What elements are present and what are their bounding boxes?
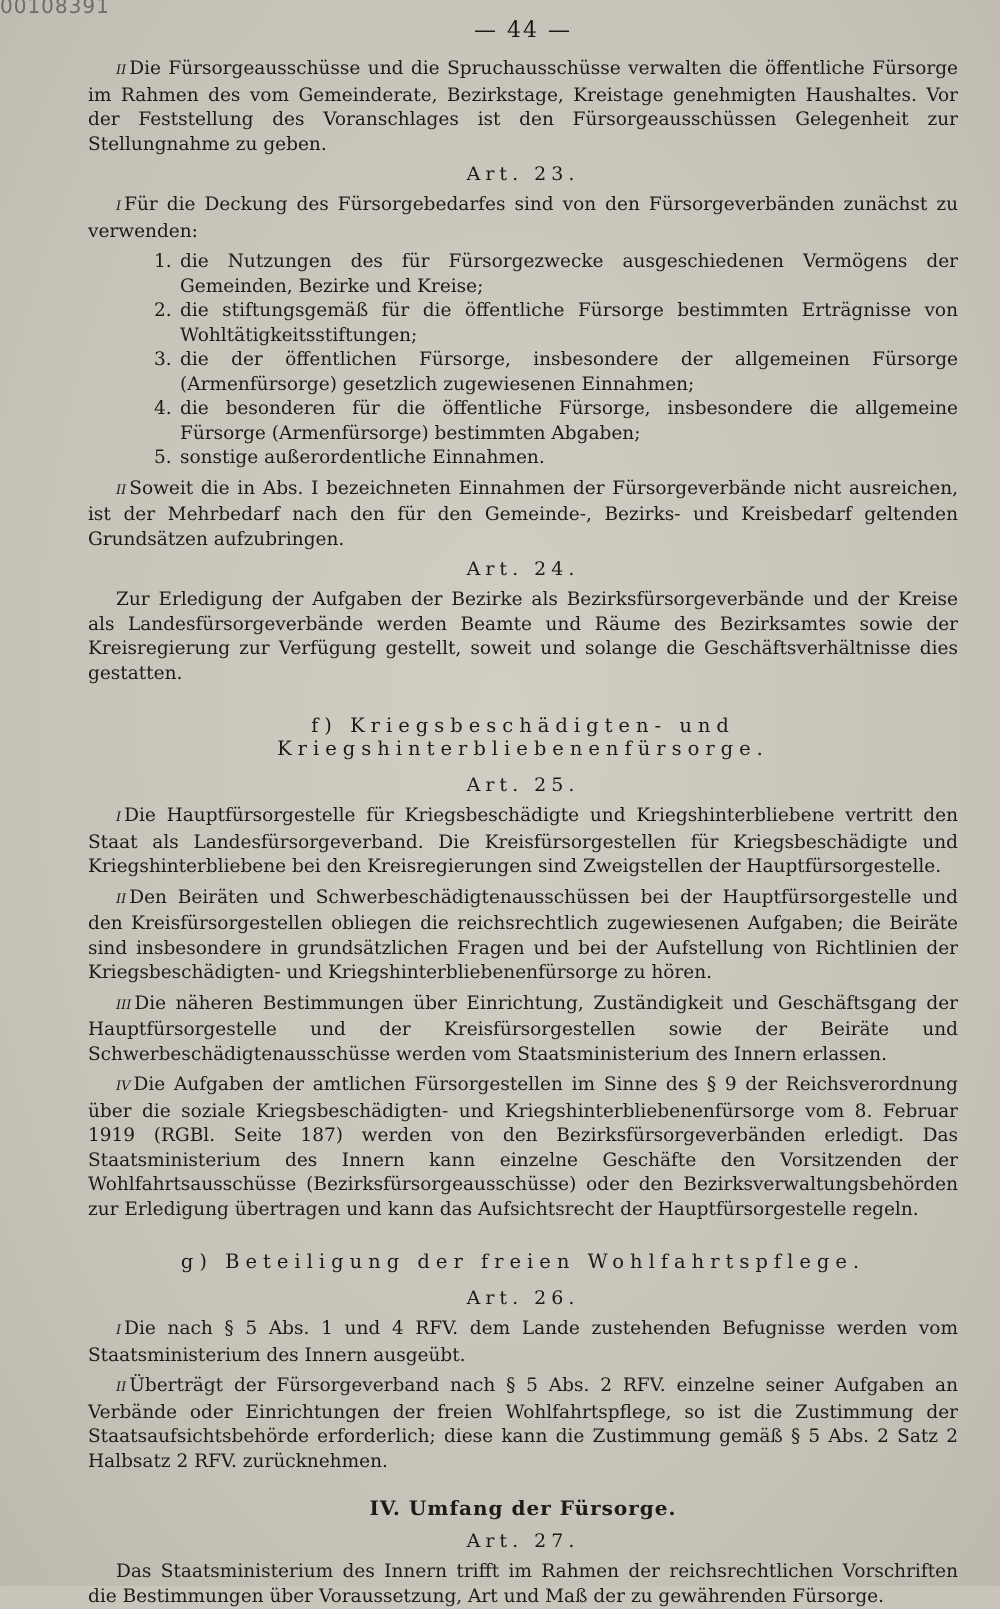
paragraph-number: II — [116, 1380, 127, 1395]
list-item — [88, 348, 958, 397]
article-heading: Art. 24. — [466, 558, 580, 580]
paragraph-text: Das Staatsministerium des Innern trifft im Rahmen der reichsrechtlichen Vorschriften die Bestimmungen über Voraussetzung, Art und Maß der zu gewährenden Fürsorge. — [88, 1561, 958, 1607]
article-heading: Art. 26. — [466, 1287, 580, 1309]
paragraph — [88, 57, 958, 157]
paragraph — [88, 1073, 958, 1222]
section-heading: g) Beteiligung der freien Wohlfahrtspflege. — [180, 1250, 866, 1273]
paragraph-number: II — [116, 482, 127, 498]
paragraph-text: Die Hauptfürsorgestelle für Kriegsbeschädigte und Kriegshinterbliebene vertritt den Staat als Landesfürsorgeverband. Die Kreisfürsorgestellen für Kriegsbeschädigte und Kriegshinterbliebene bei den Kreisregierungen sind Zweigstellen der Hauptfürsorgestelle. — [88, 805, 958, 877]
list-item — [88, 446, 958, 471]
paragraph-number: I — [116, 810, 122, 825]
paragraph-text: Die nach § 5 Abs. 1 und 4 RFV. dem Lande zustehenden Befugnisse werden vom Staatsministerium des Innern ausgeübt. — [88, 1318, 958, 1366]
paragraph-text: Für die Deckung des Fürsorgebedarfes sind von den Fürsorgeverbänden zunächst zu verwenden: — [88, 194, 958, 242]
paragraph — [88, 588, 958, 686]
list-item-text: die der öffentlichen Fürsorge, insbesondere der allgemeinen Fürsorge (Armenfürsorge) gesetzlich zugewiesenen Einnahmen; — [180, 349, 958, 395]
paragraph-number: IV — [116, 1079, 131, 1094]
archive-stamp: 00108391 — [0, 0, 110, 18]
list-item-number: 3. — [154, 349, 172, 370]
list-item-text: sonstige außerordentliche Einnahmen. — [180, 447, 545, 468]
paragraph — [88, 886, 958, 986]
list-item-text: die Nutzungen des für Fürsorgezwecke ausgeschiedenen Vermögens der Gemeinden, Bezirke und Kreise; — [180, 251, 958, 297]
paragraph — [88, 1317, 958, 1368]
section-heading: f) Kriegsbeschädigten- und Kriegshinterbliebenenfürsorge. — [277, 714, 769, 760]
list-item-text: die stiftungsgemäß für die öffentliche Fürsorge bestimmten Erträgnisse von Wohltätigkeitsstiftungen; — [180, 300, 958, 346]
paragraph — [88, 1374, 958, 1474]
list-item-text: die besonderen für die öffentliche Fürsorge, insbesondere die allgemeine Fürsorge (Armenfürsorge) bestimmten Abgaben; — [180, 398, 958, 444]
paragraph-text: Soweit die in Abs. I bezeichneten Einnahmen der Fürsorgeverbände nicht ausreichen, ist der Mehrbedarf nach den für den Gemeinde-, Bezirks- und Kreisbedarf geltenden Grundsätzen aufzubringen. — [88, 477, 958, 550]
list-item — [88, 397, 958, 446]
paragraph — [88, 804, 958, 880]
paragraph-text: Die Fürsorgeausschüsse und die Spruchausschüsse verwalten die öffentliche Fürsorge im Rahmen des vom Gemeinderate, Bezirkstage, Kreistage genehmigten Haushaltes. Vor der Feststellung des Voranschlages ist den Fürsorgeausschüssen Gelegenheit zur Stellungnahme zu geben. — [88, 58, 958, 155]
article-heading: Art. 25. — [466, 774, 580, 796]
article-heading: Art. 27. — [466, 1530, 580, 1552]
list-item — [88, 250, 958, 299]
paragraph — [88, 992, 958, 1068]
paragraph-text: Überträgt der Fürsorgeverband nach § 5 Abs. 2 RFV. einzelne seiner Aufgaben an Verbände oder Einrichtungen der freien Wohlfahrtspflege, so ist die Zustimmung der Staatsaufsichtsbehörde erforderlich; diese kann die Zustimmung gemäß § 5 Abs. 2 Satz 2 Halbsatz 2 RFV. zurücknehmen. — [88, 1375, 958, 1472]
page-number: — 44 — — [474, 18, 572, 43]
paragraph-number: I — [116, 1323, 122, 1338]
part-heading: IV. Umfang der Fürsorge. — [369, 1496, 677, 1520]
article-heading: Art. 23. — [466, 163, 580, 185]
paragraph — [88, 1560, 958, 1609]
paragraph — [88, 477, 958, 553]
list-item-number: 5. — [154, 447, 172, 468]
list-item-number: 1. — [154, 251, 172, 272]
paragraph-number: III — [116, 997, 132, 1013]
paragraph-number: I — [116, 199, 122, 214]
list-item — [88, 299, 958, 348]
list-item-number: 4. — [154, 398, 172, 419]
paragraph-number: II — [116, 891, 127, 907]
paragraph-text: Die Aufgaben der amtlichen Fürsorgestellen im Sinne des § 9 der Reichsverordnung über die soziale Kriegsbeschädigten- und Kriegshinterbliebenenfürsorge vom 8. Februar 1919 (RGBl. Seite 187) werden von den Bezirksfürsorgeverbänden erledigt. Das Staatsministerium des Innern kann einzelne Geschäfte den Vorsitzenden der Wohlfahrtsausschüsse (Bezirksfürsorgeausschüsse) oder den Bezirksverwaltungsbehörden zur Erledigung übertragen und kann das Aufsichtsrecht der Hauptfürsorgestelle regeln. — [88, 1074, 958, 1220]
paragraph-text: Die näheren Bestimmungen über Einrichtung, Zuständigkeit und Geschäftsgang der Hauptfürsorgestelle und der Kreisfürsorgestellen sowie der Beiräte und Schwerbeschädigtenausschüsse werden vom Staatsministerium des Innern erlassen. — [88, 992, 958, 1065]
paragraph-text: Zur Erledigung der Aufgaben der Bezirke als Bezirksfürsorgeverbände und der Kreise als Landesfürsorgeverbände werden Beamte und Räume des Bezirksamtes sowie der Kreisregierung zur Verfügung gestellt, soweit und solange die Geschäftsverhältnisse dies gestatten. — [88, 589, 958, 684]
paragraph-number: II — [116, 63, 127, 78]
numbered-list — [88, 250, 958, 471]
paragraph-text: Den Beiräten und Schwerbeschädigtenausschüssen bei der Hauptfürsorgestelle und den Kreisfürsorgestellen obliegen die reichsrechtlich zugewiesenen Aufgaben; die Beiräte sind insbesondere in grundsätzlichen Fragen und bei der Aufstellung von Richtlinien der Kriegsbeschädigten- und Kriegshinterbliebenenfürsorge zu hören. — [88, 886, 958, 983]
paragraph — [88, 193, 958, 244]
list-item-number: 2. — [154, 300, 172, 321]
